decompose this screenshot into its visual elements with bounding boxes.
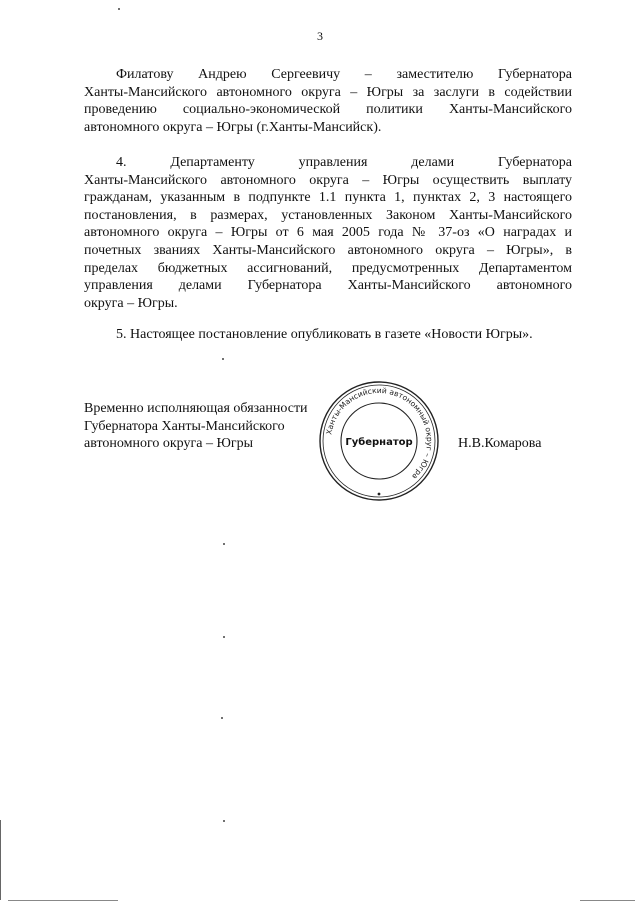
text-line: Филатову Андрею Сергеевичу – заместителю Губернатора xyxy=(116,67,572,82)
scan-edge xyxy=(580,900,635,901)
text-line: управления делами Губернатора Ханты-Мансийского автономного xyxy=(84,278,572,294)
text-line: 5. Настоящее постановление опубликовать в газете «Новости Югры». xyxy=(116,327,533,342)
paragraph-5 xyxy=(84,326,572,344)
scan-edge xyxy=(0,820,1,900)
seal-ring-text: Ханты-Мансийский автономный округ – Югра xyxy=(324,385,435,482)
position-line: автономного округа – Югры xyxy=(84,436,253,451)
award-paragraph xyxy=(84,66,572,136)
scan-speck xyxy=(118,8,120,10)
paragraph-4 xyxy=(84,154,572,312)
scan-edge xyxy=(8,900,118,901)
scan-speck xyxy=(222,358,224,360)
text-line: Ханты-Мансийского автономного округа – Югры осуществить выплату xyxy=(84,172,572,188)
text-line: гражданам, указанным в подпункте 1.1 пункта 1, пунктах 2, 3 настоящего xyxy=(84,190,572,206)
seal-center-text: Губернатор xyxy=(345,437,413,448)
position-line: Губернатора Ханты-Мансийского xyxy=(84,418,285,434)
text-line: автономного округа – Югры (г.Ханты-Мансийск). xyxy=(84,119,382,135)
text-line: пределах бюджетных ассигнований, предусмотренных Департаментом xyxy=(84,260,572,276)
text-line: автономного округа – Югры от 6 мая 2005 года № 37-оз «О наградах и xyxy=(84,225,572,241)
text-line: проведению социально-экономической политики Ханты-Мансийского xyxy=(84,102,572,118)
page-number: 3 xyxy=(317,29,323,43)
text-line: Ханты-Мансийского автономного округа – Югры за заслуги в содействии xyxy=(84,84,572,100)
official-seal xyxy=(318,380,440,502)
signatory-position xyxy=(84,400,308,453)
scan-speck xyxy=(223,636,225,638)
text-line: постановления, в размерах, установленных Законом Ханты-Мансийского xyxy=(84,207,572,223)
scan-speck xyxy=(223,820,225,822)
text-line: 4. Департаменту управления делами Губернатора xyxy=(116,155,572,170)
seal-star xyxy=(378,493,381,496)
scan-speck xyxy=(223,543,225,545)
signatory-name: Н.В.Комарова xyxy=(458,436,542,451)
position-line: Временно исполняющая обязанности xyxy=(84,401,308,416)
text-line: округа – Югры. xyxy=(84,295,178,311)
text-line: почетных званиях Ханты-Мансийского автономного округа – Югры», в xyxy=(84,242,572,258)
scan-speck xyxy=(221,717,223,719)
